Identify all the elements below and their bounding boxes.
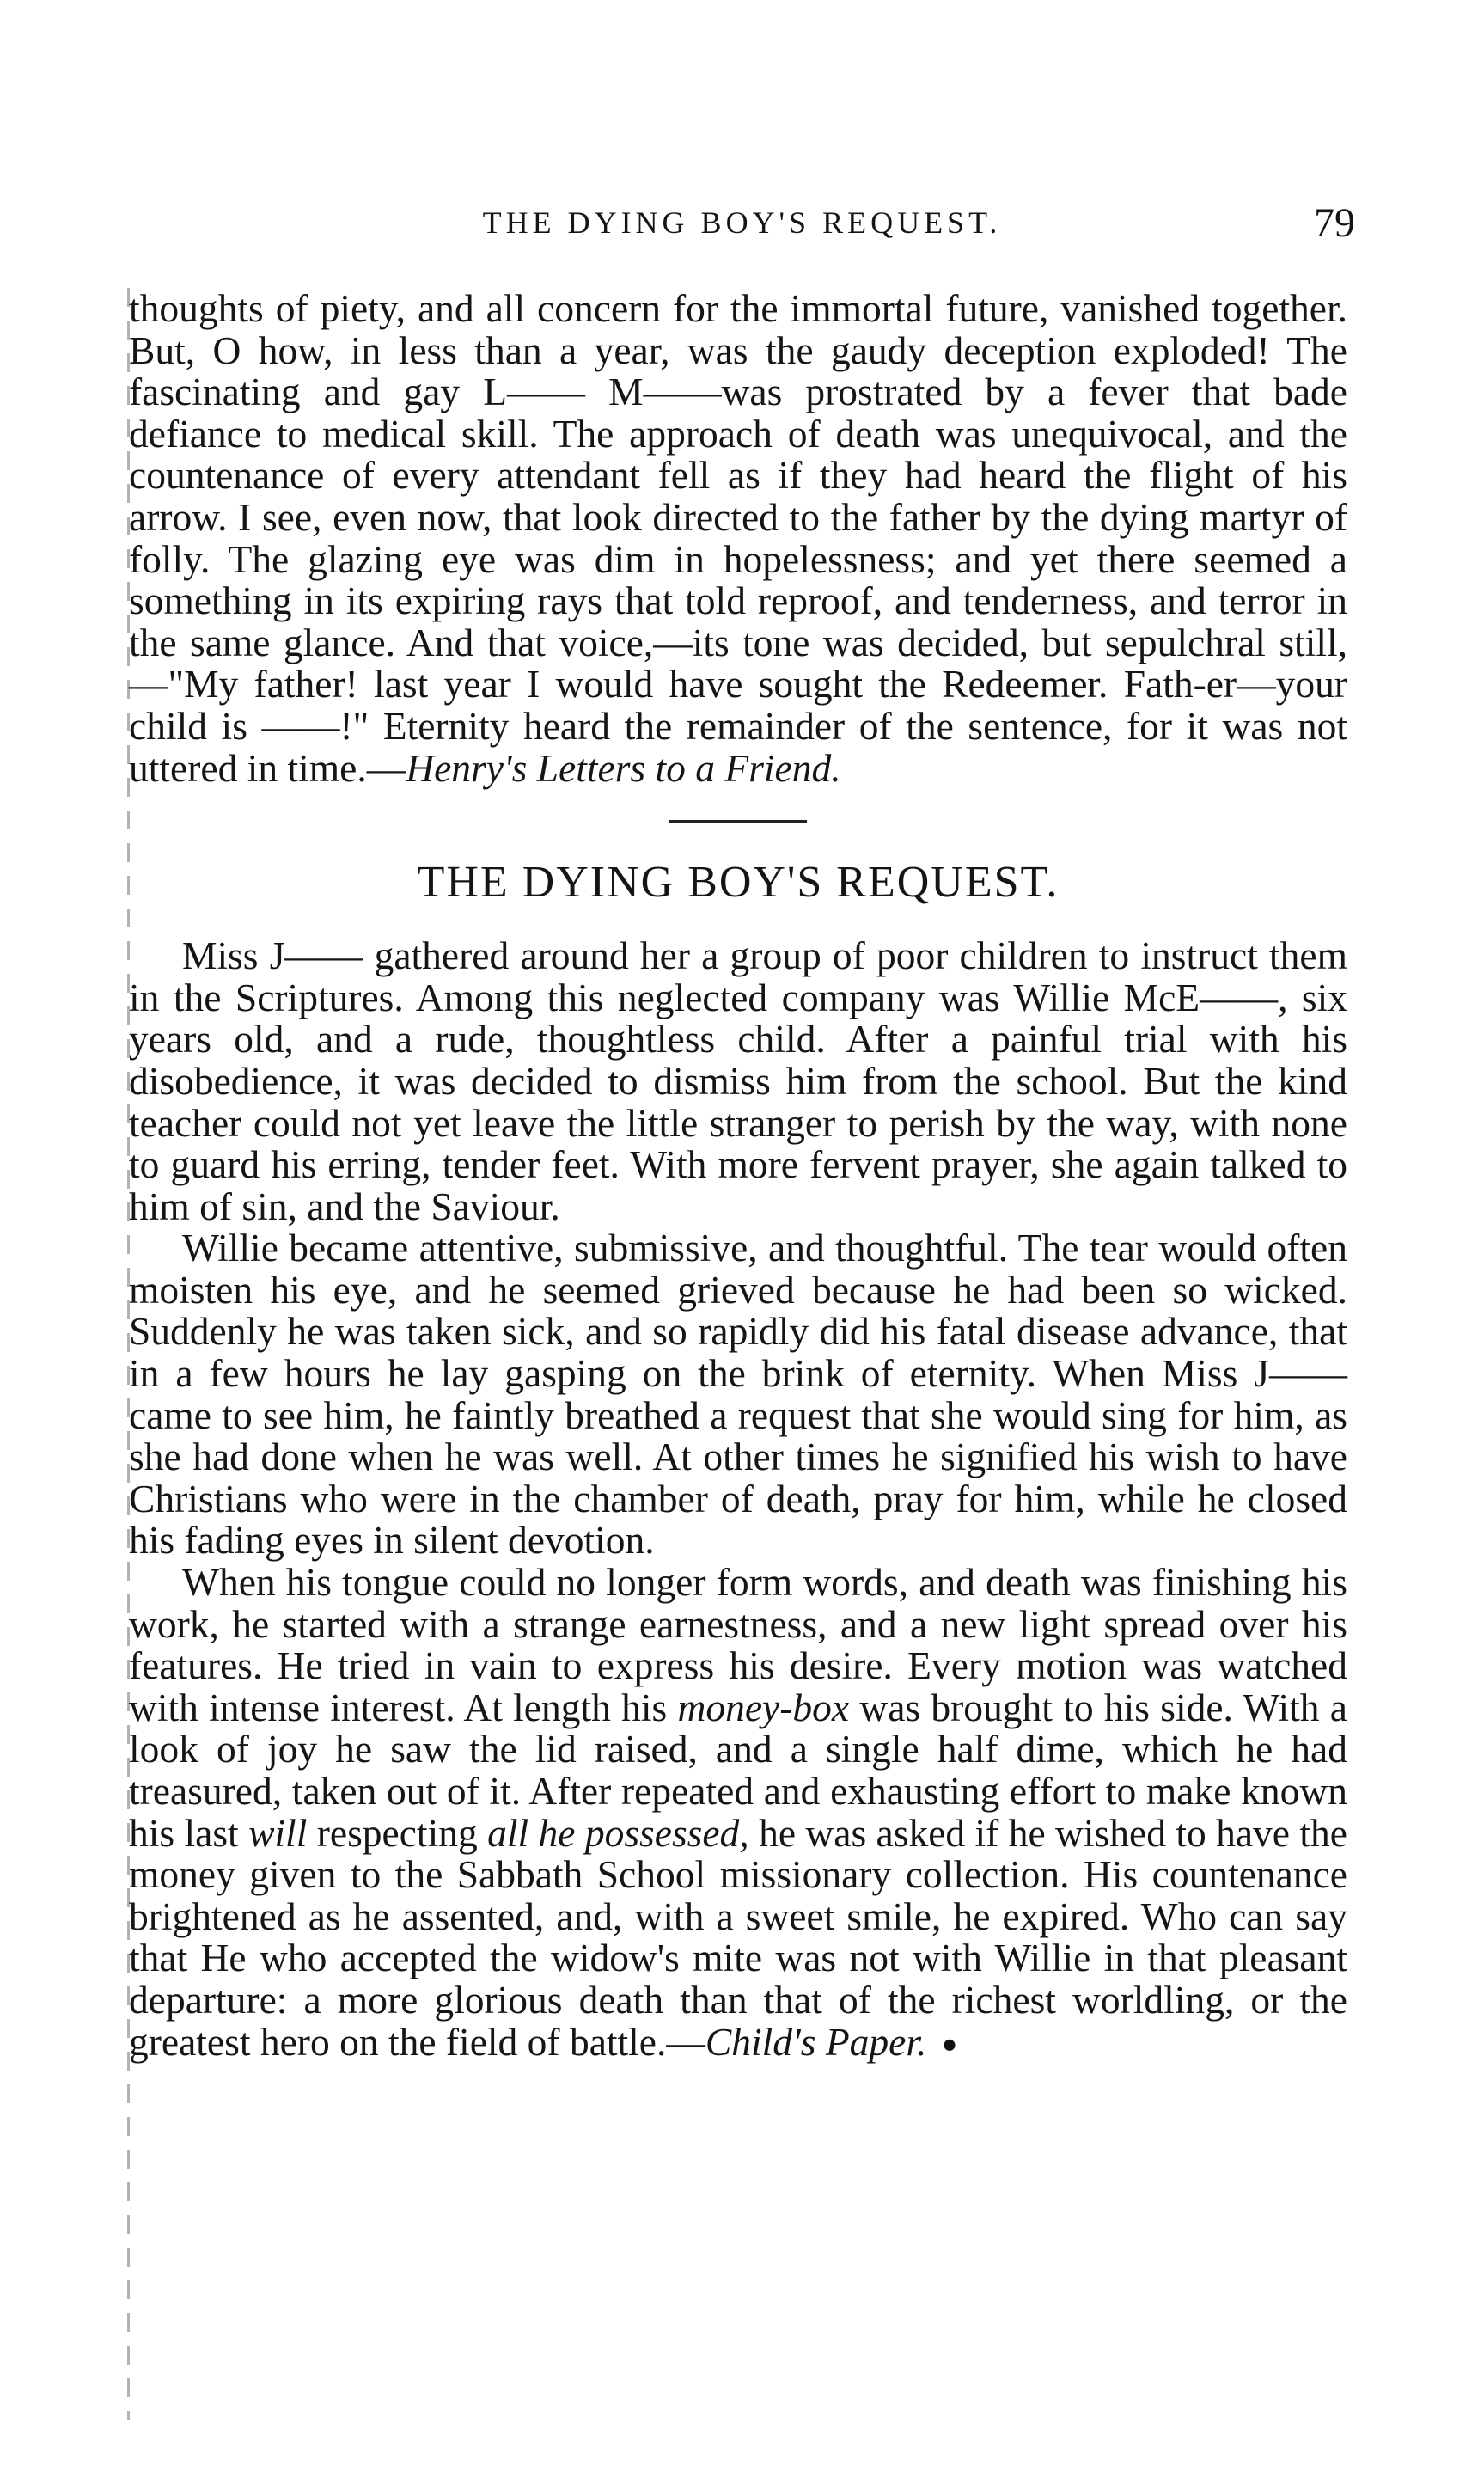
- article-paragraph-1: Miss J—— gathered around her a group of poor children to instruct them in the Scriptures. Among this neglected company was Willie McE——, six years old, and a rude, thoughtless child. After a painful trial with his disobedience, it was decided to dismiss him from the school. But the kind teacher could not yet leave the little stranger to perish by the way, with none to guard his erring, tender feet. With more fervent prayer, she again talked to him of sin, and the Saviour.: [129, 933, 1347, 1228]
- paragraph-3-text-a: When his tongue could no longer form words, and death was finishing his work, he started with a strange earnestness, and a new light spread over his features. He tried in vain to express his desire. Every motion was watched with intense interest. At length his: [129, 1560, 1347, 1729]
- paragraph-3-text-b: was brought to his side. With a look of joy he saw the lid raised, and a single half dime, which he had treasured, taken out of it. After repeated and exhausting effort to make known his last: [129, 1685, 1347, 1855]
- source-citation: Henry's Letters to a Friend.: [406, 745, 841, 790]
- paragraph-3-text-c: respecting: [307, 1810, 488, 1855]
- section-divider: [669, 820, 807, 823]
- running-title: THE DYING BOY'S REQUEST.: [482, 205, 1002, 240]
- italic-all-he-possessed: all he possessed,: [487, 1810, 749, 1855]
- article-title: THE DYING BOY'S REQUEST.: [417, 858, 1060, 908]
- article-paragraph-2: Willie became attentive, submissive, and thoughtful. The tear would often moisten his eye, and he seemed grieved because he had been so wicked. Suddenly he was taken sick, and so rapidly did his fatal disease advance, that in a few hours he lay gasping on the brink of eternity. When Miss J—— came to see him, he faintly breathed a request that she would sing for him, as she had done when he was well. At other times he signified his wish to have Christians who were in the chamber of death, pray for him, while he closed his fading eyes in silent devotion.: [129, 1226, 1347, 1563]
- printer-ornament-icon: [942, 2036, 957, 2059]
- paragraph-3-text-d: he was asked if he wished to have the money given to the Sabbath School missionary collection. His countenance brightened as he assented, and, with a sweet smile, he expired. Who can say that He who accepted the widow's mite was not with Willie in that pleasant departure: a more glorious death than that of the richest worldling, or the greatest hero on the field of battle.—: [129, 1810, 1347, 2064]
- source-citation-2: Child's Paper.: [705, 2019, 927, 2064]
- article-paragraph-3: [129, 1562, 1347, 2063]
- italic-will: will: [248, 1810, 308, 1855]
- text-column: [129, 288, 1347, 2063]
- continued-paragraph-text: thoughts of piety, and all concern for the immortal future, vanished together. But, O how, in less than a year, was the gaudy deception exploded! The fascinating and gay L—— M——was prostrated by a fever that bade defiance to medical skill. The approach of death was unequivocal, and the countenance of every attendant fell as if they had heard the flight of his arrow. I see, even now, that look directed to the father by the dying martyr of folly. The glazing eye was dim in hopelessness; and yet there seemed a something in its expiring rays that told reproof, and tenderness, and terror in the same glance. And that voice,—its tone was decided, but sepulchral still,—"My father! last year I would have sought the Redeemer. Fath-er—your child is ——!" Eternity heard the remainder of the sentence, for it was not uttered in time.—: [129, 286, 1347, 790]
- continued-paragraph: [129, 288, 1347, 789]
- italic-money-box: money-box: [677, 1685, 850, 1729]
- page-number: 79: [1314, 200, 1355, 246]
- running-header: [129, 200, 1355, 256]
